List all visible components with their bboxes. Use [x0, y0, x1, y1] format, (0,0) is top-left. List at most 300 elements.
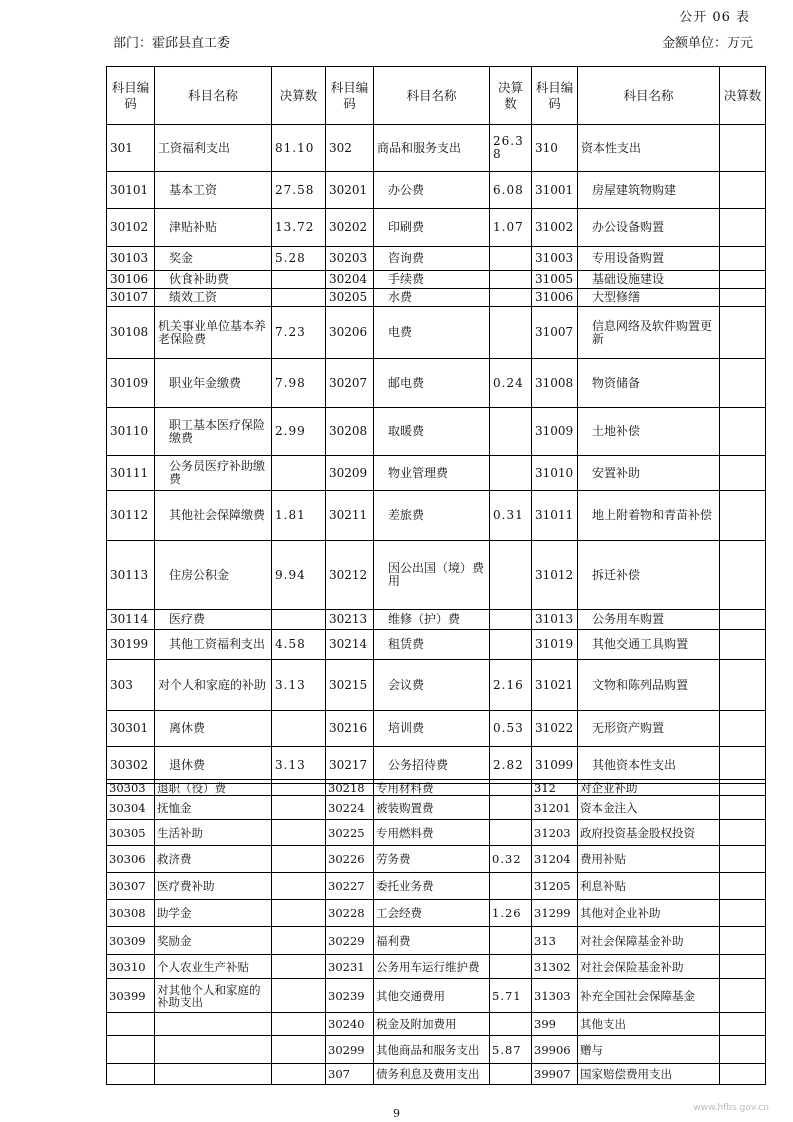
amount-cell: 5.71 [490, 979, 532, 1013]
subject-name-cell: 取暖费 [374, 408, 490, 456]
subject-code-cell: 30302 [107, 747, 155, 784]
table-row [107, 610, 766, 630]
amount-cell [720, 289, 766, 307]
subject-name-cell: 奖励金 [155, 927, 272, 955]
subject-name-cell: 国家赔偿费用支出 [578, 1064, 720, 1085]
subject-name-cell: 专用设备购置 [578, 247, 720, 271]
amount-cell [490, 955, 532, 979]
amount-unit-label: 金额单位：万元 [661, 36, 753, 51]
subject-code-cell: 30109 [107, 359, 155, 408]
subject-code-cell: 30231 [326, 955, 374, 979]
subject-code-cell: 30213 [326, 610, 374, 630]
subject-code-cell: 30206 [326, 307, 374, 359]
amount-cell [272, 1036, 326, 1064]
amount-cell: 7.23 [272, 307, 326, 359]
subject-name-cell: 职工基本医疗保险缴费 [155, 408, 272, 456]
amount-cell: 2.16 [490, 660, 532, 711]
table-row [107, 408, 766, 456]
subject-code-cell: 31021 [532, 660, 578, 711]
amount-cell [490, 927, 532, 955]
subject-code-cell: 31007 [532, 307, 578, 359]
subject-code-cell: 31203 [532, 820, 578, 846]
subject-code-cell: 39907 [532, 1064, 578, 1085]
subject-code-cell: 303 [107, 660, 155, 711]
subject-name-cell: 其他资本性支出 [578, 747, 720, 784]
table-row [107, 209, 766, 247]
amount-cell [720, 873, 766, 900]
subject-code-cell: 30204 [326, 271, 374, 289]
subject-name-cell: 助学金 [155, 900, 272, 927]
subject-code-cell: 31205 [532, 873, 578, 900]
col-header-name: 科目名称 [155, 67, 272, 125]
subject-code-cell: 30240 [326, 1013, 374, 1036]
subject-name-cell: 文物和陈列品购置 [578, 660, 720, 711]
subject-name-cell: 抚恤金 [155, 796, 272, 820]
subject-name-cell: 安置补助 [578, 456, 720, 491]
subject-name-cell: 租赁费 [374, 630, 490, 660]
subject-code-cell: 31010 [532, 456, 578, 491]
subject-name-cell: 其他工资福利支出 [155, 630, 272, 660]
amount-cell [490, 780, 532, 796]
table-row [107, 900, 766, 927]
table-row [107, 541, 766, 610]
expenditure-table-lower [106, 779, 766, 1085]
subject-name-cell [155, 1013, 272, 1036]
amount-cell [720, 456, 766, 491]
subject-name-cell: 培训费 [374, 711, 490, 747]
amount-cell [490, 247, 532, 271]
subject-name-cell: 其他商品和服务支出 [374, 1036, 490, 1064]
subject-code-cell: 30399 [107, 979, 155, 1013]
table-row [107, 491, 766, 541]
table-row [107, 955, 766, 979]
subject-name-cell: 专用材料费 [374, 780, 490, 796]
subject-code-cell: 30226 [326, 846, 374, 873]
subject-name-cell [155, 1064, 272, 1085]
table-row [107, 873, 766, 900]
amount-cell [272, 610, 326, 630]
amount-cell [490, 271, 532, 289]
amount-cell [720, 900, 766, 927]
amount-cell [272, 796, 326, 820]
subject-code-cell: 30108 [107, 307, 155, 359]
subject-name-cell: 会议费 [374, 660, 490, 711]
subject-name-cell: 因公出国（境）费用 [374, 541, 490, 610]
amount-cell [720, 209, 766, 247]
subject-code-cell: 30218 [326, 780, 374, 796]
col-header-name: 科目名称 [374, 67, 490, 125]
subject-code-cell: 31001 [532, 172, 578, 209]
upper-table-body [107, 125, 766, 784]
subject-code-cell: 30227 [326, 873, 374, 900]
subject-name-cell: 个人农业生产补贴 [155, 955, 272, 979]
amount-cell: 7.98 [272, 359, 326, 408]
table-row [107, 927, 766, 955]
col-header-amount: 决算数 [490, 67, 532, 125]
subject-code-cell: 30205 [326, 289, 374, 307]
amount-cell [720, 359, 766, 408]
subject-name-cell: 商品和服务支出 [374, 125, 490, 172]
subject-name-cell: 其他交通费用 [374, 979, 490, 1013]
table-row [107, 820, 766, 846]
table-row [107, 1036, 766, 1064]
amount-cell [490, 541, 532, 610]
amount-cell: 5.28 [272, 247, 326, 271]
subject-code-cell [107, 1036, 155, 1064]
subject-name-cell: 医疗费补助 [155, 873, 272, 900]
subject-name-cell: 离休费 [155, 711, 272, 747]
subject-code-cell: 301 [107, 125, 155, 172]
subject-code-cell: 30306 [107, 846, 155, 873]
table-row [107, 271, 766, 289]
subject-name-cell: 税金及附加费用 [374, 1013, 490, 1036]
subject-name-cell: 物资储备 [578, 359, 720, 408]
amount-cell [720, 820, 766, 846]
amount-cell [490, 1064, 532, 1085]
subject-name-cell: 资本性支出 [578, 125, 720, 172]
amount-cell [720, 125, 766, 172]
subject-name-cell: 专用燃料费 [374, 820, 490, 846]
subject-name-cell: 利息补贴 [578, 873, 720, 900]
subject-code-cell: 30229 [326, 927, 374, 955]
subject-code-cell: 307 [326, 1064, 374, 1085]
subject-code-cell: 31201 [532, 796, 578, 820]
table-row [107, 796, 766, 820]
subject-code-cell: 31019 [532, 630, 578, 660]
subject-code-cell: 30111 [107, 456, 155, 491]
subject-name-cell: 拆迁补偿 [578, 541, 720, 610]
subject-code-cell [107, 1064, 155, 1085]
subject-code-cell: 31011 [532, 491, 578, 541]
amount-cell [720, 271, 766, 289]
subject-code-cell: 30114 [107, 610, 155, 630]
subject-name-cell: 水费 [374, 289, 490, 307]
subject-code-cell: 30208 [326, 408, 374, 456]
subject-code-cell: 30216 [326, 711, 374, 747]
amount-cell [272, 927, 326, 955]
subject-code-cell: 30201 [326, 172, 374, 209]
amount-cell [490, 289, 532, 307]
amount-cell [272, 979, 326, 1013]
subject-name-cell: 邮电费 [374, 359, 490, 408]
subject-name-cell: 对社会保险基金补助 [578, 955, 720, 979]
subject-name-cell: 土地补偿 [578, 408, 720, 456]
amount-cell [272, 456, 326, 491]
amount-cell [490, 456, 532, 491]
subject-code-cell: 30102 [107, 209, 155, 247]
table-row [107, 747, 766, 784]
subject-code-cell: 31022 [532, 711, 578, 747]
table-row [107, 125, 766, 172]
subject-code-cell: 30107 [107, 289, 155, 307]
subject-code-cell: 30304 [107, 796, 155, 820]
subject-code-cell: 31002 [532, 209, 578, 247]
amount-cell [490, 630, 532, 660]
watermark: www.hfbs.gov.cn [693, 1103, 769, 1113]
subject-name-cell: 委托业务费 [374, 873, 490, 900]
table-row [107, 1064, 766, 1085]
subject-code-cell: 31302 [532, 955, 578, 979]
amount-cell [720, 1013, 766, 1036]
amount-cell [720, 408, 766, 456]
amount-cell: 81.10 [272, 125, 326, 172]
subject-name-cell [155, 1036, 272, 1064]
amount-cell [490, 796, 532, 820]
subject-code-cell: 30308 [107, 900, 155, 927]
subject-name-cell: 维修（护）费 [374, 610, 490, 630]
amount-cell: 3.13 [272, 747, 326, 784]
subject-code-cell: 30203 [326, 247, 374, 271]
subject-name-cell: 基本工资 [155, 172, 272, 209]
amount-cell [720, 927, 766, 955]
amount-cell: 26.38 [490, 125, 532, 172]
subject-code-cell: 30207 [326, 359, 374, 408]
amount-cell [720, 610, 766, 630]
subject-name-cell: 绩效工资 [155, 289, 272, 307]
subject-name-cell: 物业管理费 [374, 456, 490, 491]
col-header-code: 科目编码 [107, 67, 155, 125]
subject-code-cell: 30305 [107, 820, 155, 846]
subject-code-cell: 31006 [532, 289, 578, 307]
subject-name-cell: 资本金注入 [578, 796, 720, 820]
amount-cell [720, 747, 766, 784]
subject-code-cell: 31012 [532, 541, 578, 610]
subject-code-cell: 30228 [326, 900, 374, 927]
subject-name-cell: 其他交通工具购置 [578, 630, 720, 660]
subject-name-cell: 奖金 [155, 247, 272, 271]
subject-code-cell: 31009 [532, 408, 578, 456]
col-header-name: 科目名称 [578, 67, 720, 125]
table-row [107, 289, 766, 307]
department-label: 部门：霍邱县直工委 [113, 36, 231, 51]
amount-cell [272, 900, 326, 927]
subject-code-cell: 30310 [107, 955, 155, 979]
subject-code-cell: 30217 [326, 747, 374, 784]
subject-code-cell: 30112 [107, 491, 155, 541]
amount-cell [490, 820, 532, 846]
table-row [107, 660, 766, 711]
subject-code-cell: 31003 [532, 247, 578, 271]
amount-cell [490, 1013, 532, 1036]
subject-code-cell: 30224 [326, 796, 374, 820]
subject-name-cell: 公务用车运行维护费 [374, 955, 490, 979]
subject-code-cell: 31099 [532, 747, 578, 784]
subject-code-cell: 31005 [532, 271, 578, 289]
subject-name-cell: 其他对企业补助 [578, 900, 720, 927]
subject-code-cell: 313 [532, 927, 578, 955]
subject-code-cell: 30113 [107, 541, 155, 610]
subject-name-cell: 债务利息及费用支出 [374, 1064, 490, 1085]
amount-cell [272, 780, 326, 796]
subject-name-cell: 救济费 [155, 846, 272, 873]
subject-code-cell: 30212 [326, 541, 374, 610]
subject-code-cell: 30214 [326, 630, 374, 660]
subject-code-cell: 31013 [532, 610, 578, 630]
table-row [107, 630, 766, 660]
amount-cell: 0.32 [490, 846, 532, 873]
amount-cell [720, 846, 766, 873]
subject-name-cell: 咨询费 [374, 247, 490, 271]
table-row [107, 711, 766, 747]
subject-name-cell: 地上附着物和青苗补偿 [578, 491, 720, 541]
subject-code-cell: 30209 [326, 456, 374, 491]
subject-name-cell: 被装购置费 [374, 796, 490, 820]
amount-cell [720, 711, 766, 747]
subject-code-cell: 312 [532, 780, 578, 796]
subject-name-cell: 生活补助 [155, 820, 272, 846]
page-number: 9 [393, 1107, 400, 1120]
amount-cell [272, 711, 326, 747]
amount-cell: 3.13 [272, 660, 326, 711]
table-row [107, 1013, 766, 1036]
amount-cell [720, 541, 766, 610]
amount-cell [720, 491, 766, 541]
subject-name-cell: 公务员医疗补助缴费 [155, 456, 272, 491]
subject-name-cell: 无形资产购置 [578, 711, 720, 747]
amount-cell: 6.08 [490, 172, 532, 209]
subject-code-cell: 30101 [107, 172, 155, 209]
subject-code-cell: 39906 [532, 1036, 578, 1064]
table-row [107, 172, 766, 209]
subject-name-cell: 手续费 [374, 271, 490, 289]
amount-cell: 0.31 [490, 491, 532, 541]
subject-name-cell: 办公费 [374, 172, 490, 209]
col-header-code: 科目编码 [326, 67, 374, 125]
subject-code-cell: 30299 [326, 1036, 374, 1064]
subject-code-cell: 30103 [107, 247, 155, 271]
subject-code-cell: 30110 [107, 408, 155, 456]
subject-name-cell: 住房公积金 [155, 541, 272, 610]
amount-cell [272, 955, 326, 979]
amount-cell [272, 271, 326, 289]
subject-name-cell: 对个人和家庭的补助 [155, 660, 272, 711]
subject-name-cell: 大型修缮 [578, 289, 720, 307]
subject-code-cell: 31303 [532, 979, 578, 1013]
subject-name-cell: 对企业补助 [578, 780, 720, 796]
amount-cell: 2.99 [272, 408, 326, 456]
subject-code-cell: 30225 [326, 820, 374, 846]
amount-cell [720, 796, 766, 820]
col-header-amount: 决算数 [272, 67, 326, 125]
amount-cell [272, 1064, 326, 1085]
lower-table-body [107, 780, 766, 1085]
amount-cell [272, 1013, 326, 1036]
subject-name-cell: 医疗费 [155, 610, 272, 630]
subject-name-cell: 差旅费 [374, 491, 490, 541]
table-row [107, 247, 766, 271]
subject-name-cell: 公务招待费 [374, 747, 490, 784]
subject-code-cell: 302 [326, 125, 374, 172]
subject-name-cell: 对社会保障基金补助 [578, 927, 720, 955]
amount-cell [720, 979, 766, 1013]
subject-code-cell: 30239 [326, 979, 374, 1013]
subject-name-cell: 福利费 [374, 927, 490, 955]
subject-name-cell: 赠与 [578, 1036, 720, 1064]
amount-cell [720, 1036, 766, 1064]
amount-cell: 5.87 [490, 1036, 532, 1064]
amount-cell: 2.82 [490, 747, 532, 784]
amount-cell: 4.58 [272, 630, 326, 660]
subject-name-cell: 伙食补助费 [155, 271, 272, 289]
subject-name-cell: 办公设备购置 [578, 209, 720, 247]
col-header-amount: 决算数 [720, 67, 766, 125]
subject-name-cell: 房屋建筑物购建 [578, 172, 720, 209]
amount-cell: 1.26 [490, 900, 532, 927]
subject-name-cell: 公务用车购置 [578, 610, 720, 630]
amount-cell [272, 846, 326, 873]
amount-cell: 9.94 [272, 541, 326, 610]
subject-code-cell [107, 1013, 155, 1036]
subject-code-cell: 30106 [107, 271, 155, 289]
subject-code-cell: 30301 [107, 711, 155, 747]
table-row [107, 979, 766, 1013]
subject-name-cell: 退休费 [155, 747, 272, 784]
amount-cell: 0.24 [490, 359, 532, 408]
subject-code-cell: 31204 [532, 846, 578, 873]
amount-cell [720, 307, 766, 359]
subject-code-cell: 399 [532, 1013, 578, 1036]
subject-name-cell: 费用补贴 [578, 846, 720, 873]
subject-code-cell: 30309 [107, 927, 155, 955]
amount-cell: 13.72 [272, 209, 326, 247]
amount-cell: 0.53 [490, 711, 532, 747]
subject-code-cell: 30199 [107, 630, 155, 660]
amount-cell: 1.07 [490, 209, 532, 247]
subject-code-cell: 30215 [326, 660, 374, 711]
subject-name-cell: 其他支出 [578, 1013, 720, 1036]
amount-cell [490, 873, 532, 900]
subject-name-cell: 印刷费 [374, 209, 490, 247]
amount-cell [272, 820, 326, 846]
amount-cell [272, 289, 326, 307]
subject-code-cell: 30303 [107, 780, 155, 796]
amount-cell [490, 307, 532, 359]
amount-cell [720, 780, 766, 796]
subject-name-cell: 对其他个人和家庭的补助支出 [155, 979, 272, 1013]
subject-name-cell: 基础设施建设 [578, 271, 720, 289]
amount-cell [720, 172, 766, 209]
subject-name-cell: 政府投资基金股权投资 [578, 820, 720, 846]
amount-cell: 27.58 [272, 172, 326, 209]
table-code-label: 公开 06 表 [679, 10, 750, 25]
subject-name-cell: 退职（役）费 [155, 780, 272, 796]
table-row [107, 456, 766, 491]
table-row [107, 780, 766, 796]
amount-cell [720, 630, 766, 660]
subject-code-cell: 31299 [532, 900, 578, 927]
subject-code-cell: 30307 [107, 873, 155, 900]
subject-name-cell: 工会经费 [374, 900, 490, 927]
subject-name-cell: 劳务费 [374, 846, 490, 873]
subject-name-cell: 津贴补贴 [155, 209, 272, 247]
subject-name-cell: 职业年金缴费 [155, 359, 272, 408]
subject-code-cell: 30202 [326, 209, 374, 247]
subject-name-cell: 其他社会保障缴费 [155, 491, 272, 541]
subject-name-cell: 机关事业单位基本养老保险费 [155, 307, 272, 359]
subject-name-cell: 信息网络及软件购置更新 [578, 307, 720, 359]
table-header-row [107, 67, 766, 125]
subject-code-cell: 30211 [326, 491, 374, 541]
amount-cell [490, 408, 532, 456]
expenditure-table-upper [106, 66, 766, 784]
subject-name-cell: 电费 [374, 307, 490, 359]
table-row [107, 307, 766, 359]
subject-code-cell: 31008 [532, 359, 578, 408]
subject-name-cell: 工资福利支出 [155, 125, 272, 172]
table-row [107, 359, 766, 408]
col-header-code: 科目编码 [532, 67, 578, 125]
amount-cell: 1.81 [272, 491, 326, 541]
